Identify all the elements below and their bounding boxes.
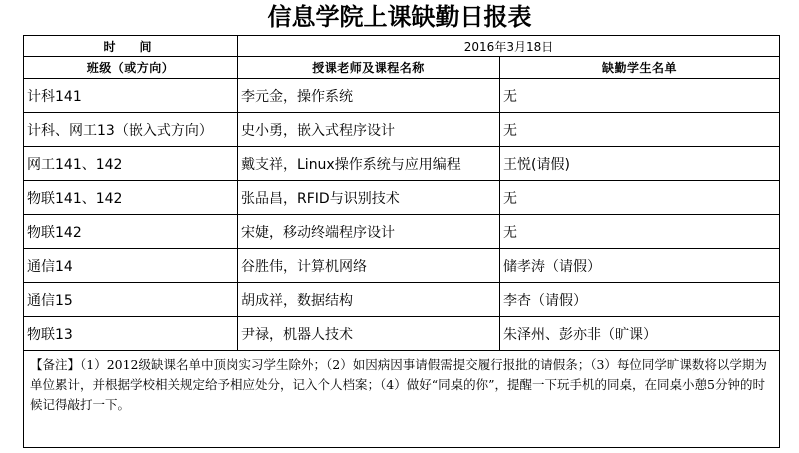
- class-cell: 网工141、142: [24, 147, 238, 181]
- class-cell: 计科141: [24, 79, 238, 113]
- teacher-course-cell: 胡成祥，数据结构: [238, 283, 500, 317]
- table-row: [24, 147, 780, 181]
- absence-report-table: [23, 35, 780, 448]
- header-absent-students: 缺勤学生名单: [500, 57, 780, 79]
- class-cell: 物联141、142: [24, 181, 238, 215]
- absent-cell: 无: [500, 113, 780, 147]
- teacher-course-cell: 李元金，操作系统: [238, 79, 500, 113]
- header-class: 班级（或方向）: [24, 57, 238, 79]
- class-cell: 通信15: [24, 283, 238, 317]
- absent-cell: 无: [500, 181, 780, 215]
- report-date: 2016年3月18日: [238, 36, 780, 57]
- table-row: [24, 113, 780, 147]
- absent-cell: 无: [500, 215, 780, 249]
- remarks-text: 【备注】（1）2012级缺课名单中顶岗实习学生除外；（2）如因病因事请假需提交履行报批的请假条；（3）每位同学旷课数将以学期为单位累计，并根据学校相关规定给予相应处分，记入个人档案；（4）做好“同桌的你”，提醒一下玩手机的同桌，在同桌小憩5分钟的时候记得敲打一下。: [24, 351, 780, 448]
- absent-cell: 李杏（请假）: [500, 283, 780, 317]
- note-row: [24, 351, 780, 448]
- table-row: [24, 317, 780, 351]
- report-title: 信息学院上课缺勤日报表: [267, 3, 532, 31]
- class-cell: 通信14: [24, 249, 238, 283]
- absent-cell: 无: [500, 79, 780, 113]
- table-row: [24, 79, 780, 113]
- table-row: [24, 249, 780, 283]
- teacher-course-cell: 尹禄，机器人技术: [238, 317, 500, 351]
- teacher-course-cell: 张品昌，RFID与识别技术: [238, 181, 500, 215]
- teacher-course-cell: 史小勇，嵌入式程序设计: [238, 113, 500, 147]
- table-row: [24, 283, 780, 317]
- class-cell: 计科、网工13（嵌入式方向）: [24, 113, 238, 147]
- table-row: [24, 215, 780, 249]
- absent-cell: 储孝涛（请假）: [500, 249, 780, 283]
- time-label: 时 间: [24, 36, 238, 57]
- class-cell: 物联13: [24, 317, 238, 351]
- teacher-course-cell: 谷胜伟，计算机网络: [238, 249, 500, 283]
- teacher-course-cell: 宋婕，移动终端程序设计: [238, 215, 500, 249]
- header-row: [24, 57, 780, 79]
- teacher-course-cell: 戴支祥，Linux操作系统与应用编程: [238, 147, 500, 181]
- class-cell: 物联142: [24, 215, 238, 249]
- table-row: [24, 181, 780, 215]
- header-teacher-course: 授课老师及课程名称: [238, 57, 500, 79]
- time-row: [24, 36, 780, 57]
- absent-cell: 王悦(请假): [500, 147, 780, 181]
- absent-cell: 朱泽州、彭亦非（旷课）: [500, 317, 780, 351]
